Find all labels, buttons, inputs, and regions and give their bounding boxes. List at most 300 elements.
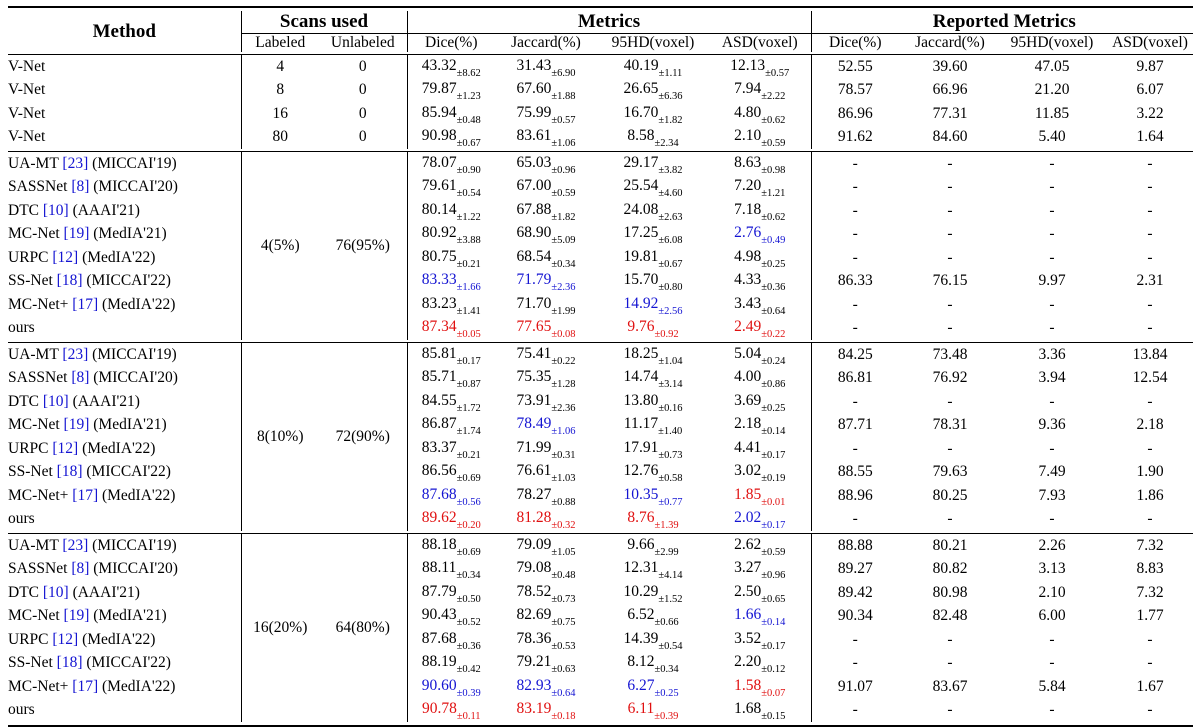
row-dice: $87.68_{\pm 0.36}$ <box>407 628 495 652</box>
row-reported-dice: - <box>811 176 899 200</box>
row-reported-95hd: 21.20 <box>1034 81 1070 99</box>
table-row <box>8 79 1193 103</box>
row-jaccard: $83.61_{\pm 1.06}$ <box>516 127 576 150</box>
row-asd: $8.63_{\pm 0.98}$ <box>734 153 786 176</box>
row-method: SASSNet [8] (MICCAI'20) <box>8 369 178 387</box>
row-reported-asd: - <box>1147 654 1153 672</box>
row-dice: $90.78_{\pm 0.11}$ <box>407 699 495 723</box>
row-method: URPC [12] (MedIA'22) <box>8 248 156 266</box>
row-method: ours <box>8 319 35 337</box>
row-95hd: $13.80_{\pm 0.16}$ <box>623 391 683 414</box>
row-95hd: $26.65_{\pm 6.36}$ <box>623 80 683 103</box>
row-labeled-count: 4 <box>241 55 319 79</box>
row-jaccard: $78.27_{\pm 0.88}$ <box>516 485 576 508</box>
row-unlabeled-count: 64(80%) <box>335 619 390 636</box>
row-jaccard: $81.28_{\pm 0.32}$ <box>516 509 576 532</box>
header-reported-asd: ASD(voxel) <box>1112 34 1188 51</box>
row-reported-asd: - <box>1147 392 1153 410</box>
row-asd: $4.98_{\pm 0.25}$ <box>734 247 786 270</box>
row-reported-asd: - <box>1147 201 1153 219</box>
table-row <box>8 675 1193 699</box>
row-reported-jaccard: 78.31 <box>932 416 968 434</box>
table-row <box>8 246 1193 270</box>
row-asd: $7.18_{\pm 0.62}$ <box>734 200 786 223</box>
row-95hd: $29.17_{\pm 3.82}$ <box>623 153 683 176</box>
row-jaccard: $79.09_{\pm 1.05}$ <box>516 535 576 558</box>
row-dice: $80.92_{\pm 3.88}$ <box>407 223 495 247</box>
row-95hd: $18.25_{\pm 1.04}$ <box>623 344 683 367</box>
row-asd: $7.20_{\pm 1.21}$ <box>734 177 786 200</box>
table-row <box>8 176 1193 200</box>
row-reported-95hd: - <box>1049 295 1055 313</box>
header-asd: ASD(voxel) <box>721 34 798 51</box>
row-reported-dice: - <box>811 699 899 723</box>
row-95hd: $6.11_{\pm 0.39}$ <box>627 700 679 723</box>
row-reported-asd: - <box>1147 295 1153 313</box>
row-reported-95hd: 5.40 <box>1038 128 1066 146</box>
table-row <box>8 55 1193 79</box>
row-dice: $90.98_{\pm 0.67}$ <box>407 126 495 150</box>
row-dice: $80.75_{\pm 0.21}$ <box>407 246 495 270</box>
header-reported-95hd: 95HD(voxel) <box>1010 34 1094 51</box>
row-reported-dice: 86.96 <box>811 102 899 126</box>
row-95hd: $14.74_{\pm 3.14}$ <box>623 368 683 391</box>
row-asd: $4.41_{\pm 0.17}$ <box>734 438 786 461</box>
citation-link[interactable]: [8] <box>71 178 90 196</box>
row-jaccard: $75.99_{\pm 0.57}$ <box>516 103 576 126</box>
row-unlabeled-count: 0 <box>358 104 367 122</box>
row-reported-asd: 2.31 <box>1136 272 1164 290</box>
row-dice: $78.07_{\pm 0.90}$ <box>407 152 495 176</box>
row-reported-asd: - <box>1147 319 1153 337</box>
row-reported-asd: - <box>1147 439 1153 457</box>
table-row <box>8 628 1193 652</box>
row-method: MC-Net [19] (MedIA'21) <box>8 607 167 625</box>
row-dice: $85.81_{\pm 0.17}$ <box>407 343 495 367</box>
row-jaccard: $75.41_{\pm 0.22}$ <box>516 344 576 367</box>
row-asd: $3.27_{\pm 0.96}$ <box>734 559 786 582</box>
row-reported-95hd: 7.93 <box>1038 486 1066 504</box>
row-reported-asd: 2.18 <box>1136 416 1164 434</box>
row-jaccard: $78.49_{\pm 1.06}$ <box>516 415 576 438</box>
row-method: V-Net <box>8 81 46 99</box>
row-reported-95hd: 3.94 <box>1038 369 1066 387</box>
table-row <box>8 152 1193 176</box>
citation-link[interactable]: [12] <box>52 439 79 457</box>
table-row <box>8 102 1193 126</box>
row-method: SS-Net [18] (MICCAI'22) <box>8 654 171 672</box>
row-95hd: $8.76_{\pm 1.39}$ <box>627 509 679 532</box>
row-method: V-Net <box>8 57 46 75</box>
row-reported-dice: 52.55 <box>811 55 899 79</box>
row-jaccard: $71.70_{\pm 1.99}$ <box>516 294 576 317</box>
row-asd: $1.85_{\pm 0.01}$ <box>734 485 786 508</box>
row-95hd: $14.92_{\pm 2.56}$ <box>623 294 683 317</box>
row-jaccard: $73.91_{\pm 2.36}$ <box>516 391 576 414</box>
table-row <box>8 223 1193 247</box>
citation-link[interactable]: [10] <box>42 583 69 601</box>
row-labeled-count: 16(20%) <box>241 534 319 723</box>
row-95hd: $12.76_{\pm 0.58}$ <box>623 462 683 485</box>
row-reported-jaccard: 80.25 <box>932 486 968 504</box>
row-reported-dice: 89.42 <box>811 581 899 605</box>
row-dice: $87.79_{\pm 0.50}$ <box>407 581 495 605</box>
row-method: ours <box>8 510 35 528</box>
row-asd: $1.58_{\pm 0.07}$ <box>734 676 786 699</box>
row-reported-95hd: - <box>1049 392 1055 410</box>
row-method: DTC [10] (AAAI'21) <box>8 201 140 219</box>
row-dice: $79.61_{\pm 0.54}$ <box>407 176 495 200</box>
citation-link[interactable]: [18] <box>56 272 83 290</box>
citation-link[interactable]: [23] <box>62 536 89 554</box>
row-reported-dice: - <box>811 652 899 676</box>
row-method: DTC [10] (AAAI'21) <box>8 392 140 410</box>
row-reported-dice: - <box>811 293 899 317</box>
table-row <box>8 317 1193 341</box>
row-95hd: $11.17_{\pm 1.40}$ <box>623 415 683 438</box>
row-method: MC-Net [19] (MedIA'21) <box>8 225 167 243</box>
row-jaccard: $79.08_{\pm 0.48}$ <box>516 559 576 582</box>
row-unlabeled-count: 0 <box>358 81 367 99</box>
header-95hd: 95HD(voxel) <box>611 34 695 51</box>
row-method: UA-MT [23] (MICCAI'19) <box>8 345 177 363</box>
row-asd: $4.00_{\pm 0.86}$ <box>734 368 786 391</box>
row-95hd: $8.58_{\pm 2.34}$ <box>627 127 679 150</box>
row-jaccard: $67.60_{\pm 1.88}$ <box>516 80 576 103</box>
row-method: MC-Net+ [17] (MedIA'22) <box>8 677 176 695</box>
row-unlabeled-count: 0 <box>358 57 367 75</box>
row-reported-dice: - <box>811 152 899 176</box>
row-reported-jaccard: - <box>947 248 953 266</box>
row-dice: $88.11_{\pm 0.34}$ <box>407 558 495 582</box>
row-95hd: $9.66_{\pm 2.99}$ <box>627 535 679 558</box>
row-reported-asd: 13.84 <box>1132 345 1168 363</box>
table-row <box>8 367 1193 391</box>
row-reported-95hd: - <box>1049 154 1055 172</box>
row-reported-dice: 78.57 <box>811 79 899 103</box>
table-row <box>8 508 1193 532</box>
row-unlabeled-count: 76(95%) <box>335 237 390 254</box>
row-reported-95hd: 3.36 <box>1038 345 1066 363</box>
row-reported-dice: - <box>811 199 899 223</box>
row-reported-asd: - <box>1147 630 1153 648</box>
row-reported-95hd: - <box>1049 225 1055 243</box>
table-row <box>8 126 1193 150</box>
row-jaccard: $82.93_{\pm 0.64}$ <box>516 676 576 699</box>
row-method: MC-Net+ [17] (MedIA'22) <box>8 295 176 313</box>
row-reported-dice: 89.27 <box>811 558 899 582</box>
row-reported-asd: 1.86 <box>1136 486 1164 504</box>
header-row-primary <box>8 11 1193 34</box>
row-dice: $86.87_{\pm 1.74}$ <box>407 414 495 438</box>
citation-link[interactable]: [10] <box>42 392 69 410</box>
row-jaccard: $71.79_{\pm 2.36}$ <box>516 271 576 294</box>
row-reported-asd: 7.32 <box>1136 536 1164 554</box>
row-reported-dice: 86.81 <box>811 367 899 391</box>
row-95hd: $9.76_{\pm 0.92}$ <box>627 318 679 341</box>
row-method: DTC [10] (AAAI'21) <box>8 583 140 601</box>
row-reported-95hd: - <box>1049 701 1055 719</box>
row-reported-asd: 1.77 <box>1136 607 1164 625</box>
row-asd: $5.04_{\pm 0.24}$ <box>734 344 786 367</box>
row-reported-95hd: 5.84 <box>1038 677 1066 695</box>
row-dice: $84.55_{\pm 1.72}$ <box>407 390 495 414</box>
row-reported-jaccard: - <box>947 439 953 457</box>
row-reported-dice: - <box>811 508 899 532</box>
header-reported-dice: Dice(%) <box>811 34 899 53</box>
row-asd: $2.18_{\pm 0.14}$ <box>734 415 786 438</box>
row-method: SASSNet [8] (MICCAI'20) <box>8 178 178 196</box>
row-reported-jaccard: - <box>947 654 953 672</box>
row-reported-dice: - <box>811 437 899 461</box>
row-asd: $3.43_{\pm 0.64}$ <box>734 294 786 317</box>
row-95hd: $40.19_{\pm 1.11}$ <box>623 56 683 79</box>
row-reported-95hd: - <box>1049 510 1055 528</box>
citation-link[interactable]: [17] <box>72 486 99 504</box>
row-reported-jaccard: 84.60 <box>932 128 968 146</box>
table-row <box>8 437 1193 461</box>
row-reported-dice: - <box>811 628 899 652</box>
row-reported-dice: - <box>811 317 899 341</box>
row-dice: $90.60_{\pm 0.39}$ <box>407 675 495 699</box>
table-row <box>8 414 1193 438</box>
row-reported-jaccard: - <box>947 392 953 410</box>
header-dice: Dice(%) <box>407 34 495 53</box>
row-dice: $89.62_{\pm 0.20}$ <box>407 508 495 532</box>
row-reported-asd: - <box>1147 701 1153 719</box>
row-reported-95hd: - <box>1049 630 1055 648</box>
row-reported-95hd: 2.10 <box>1038 583 1066 601</box>
table-row <box>8 699 1193 723</box>
row-reported-dice: - <box>811 390 899 414</box>
row-dice: $79.87_{\pm 1.23}$ <box>407 79 495 103</box>
row-reported-jaccard: 76.15 <box>932 272 968 290</box>
row-asd: $3.02_{\pm 0.19}$ <box>734 462 786 485</box>
row-reported-jaccard: - <box>947 201 953 219</box>
citation-link[interactable]: [18] <box>56 654 83 672</box>
row-method: MC-Net [19] (MedIA'21) <box>8 416 167 434</box>
row-dice: $87.68_{\pm 0.56}$ <box>407 484 495 508</box>
row-95hd: $16.70_{\pm 1.82}$ <box>623 103 683 126</box>
header-unlabeled: Unlabeled <box>330 34 395 51</box>
citation-link[interactable]: [23] <box>62 154 89 172</box>
row-method: V-Net <box>8 128 46 146</box>
row-jaccard: $82.69_{\pm 0.75}$ <box>516 606 576 629</box>
table-row <box>8 199 1193 223</box>
table-row <box>8 581 1193 605</box>
row-reported-dice: 90.34 <box>811 605 899 629</box>
row-95hd: $14.39_{\pm 0.54}$ <box>623 629 683 652</box>
row-jaccard: $78.36_{\pm 0.53}$ <box>516 629 576 652</box>
row-method: SS-Net [18] (MICCAI'22) <box>8 272 171 290</box>
row-reported-dice: 84.25 <box>811 343 899 367</box>
row-reported-asd: 6.07 <box>1136 81 1164 99</box>
row-labeled-count: 80 <box>241 126 319 150</box>
row-reported-dice: 91.62 <box>811 126 899 150</box>
row-dice: $85.94_{\pm 0.48}$ <box>407 102 495 126</box>
citation-link[interactable]: [18] <box>56 463 83 481</box>
row-reported-95hd: 9.36 <box>1038 416 1066 434</box>
row-reported-jaccard: 39.60 <box>932 57 968 75</box>
header-labeled: Labeled <box>241 34 319 53</box>
row-method: V-Net <box>8 104 46 122</box>
row-reported-jaccard: - <box>947 295 953 313</box>
row-reported-jaccard: 76.92 <box>932 369 968 387</box>
row-reported-asd: - <box>1147 154 1153 172</box>
row-reported-asd: 12.54 <box>1132 369 1168 387</box>
row-reported-asd: - <box>1147 178 1153 196</box>
row-reported-jaccard: - <box>947 154 953 172</box>
row-method: SS-Net [18] (MICCAI'22) <box>8 463 171 481</box>
row-reported-jaccard: 80.82 <box>932 560 968 578</box>
citation-link[interactable]: [17] <box>72 677 99 695</box>
citation-link[interactable]: [12] <box>52 248 79 266</box>
row-95hd: $19.81_{\pm 0.67}$ <box>623 247 683 270</box>
table-row <box>8 343 1193 367</box>
header-jaccard: Jaccard(%) <box>511 34 581 51</box>
row-reported-jaccard: 80.21 <box>932 536 968 554</box>
row-reported-jaccard: 80.98 <box>932 583 968 601</box>
row-reported-95hd: 3.13 <box>1038 560 1066 578</box>
row-asd: $3.69_{\pm 0.25}$ <box>734 391 786 414</box>
header-metrics: Metrics <box>407 11 811 34</box>
row-dice: $83.37_{\pm 0.21}$ <box>407 437 495 461</box>
row-reported-jaccard: - <box>947 510 953 528</box>
citation-link[interactable]: [10] <box>42 201 69 219</box>
row-asd: $2.76_{\pm 0.49}$ <box>734 224 786 247</box>
row-asd: $3.52_{\pm 0.17}$ <box>734 629 786 652</box>
row-dice: $80.14_{\pm 1.22}$ <box>407 199 495 223</box>
row-reported-95hd: 7.49 <box>1038 463 1066 481</box>
row-asd: $2.02_{\pm 0.17}$ <box>734 509 786 532</box>
row-jaccard: $31.43_{\pm 6.90}$ <box>516 56 576 79</box>
row-dice: $87.34_{\pm 0.05}$ <box>407 317 495 341</box>
citation-link[interactable]: [19] <box>63 416 90 434</box>
row-asd: $12.13_{\pm 0.57}$ <box>730 56 790 79</box>
row-jaccard: $79.21_{\pm 0.63}$ <box>516 653 576 676</box>
row-method: URPC [12] (MedIA'22) <box>8 439 156 457</box>
row-95hd: $8.12_{\pm 0.34}$ <box>627 653 679 676</box>
row-reported-jaccard: - <box>947 225 953 243</box>
row-dice: $88.18_{\pm 0.69}$ <box>407 534 495 558</box>
row-95hd: $17.91_{\pm 0.73}$ <box>623 438 683 461</box>
row-method: ours <box>8 701 35 719</box>
row-method: UA-MT [23] (MICCAI'19) <box>8 154 177 172</box>
row-reported-95hd: 9.97 <box>1038 272 1066 290</box>
citation-link[interactable]: [23] <box>62 345 89 363</box>
header-method: Method <box>92 20 156 42</box>
row-reported-jaccard: 66.96 <box>932 81 968 99</box>
row-reported-asd: 1.67 <box>1136 677 1164 695</box>
row-asd: $2.62_{\pm 0.59}$ <box>734 535 786 558</box>
row-jaccard: $67.00_{\pm 0.59}$ <box>516 177 576 200</box>
row-dice: $90.43_{\pm 0.52}$ <box>407 605 495 629</box>
row-95hd: $6.27_{\pm 0.25}$ <box>627 676 679 699</box>
row-asd: $2.20_{\pm 0.12}$ <box>734 653 786 676</box>
row-dice: $43.32_{\pm 8.62}$ <box>407 55 495 79</box>
results-table <box>8 6 1193 727</box>
row-method: SASSNet [8] (MICCAI'20) <box>8 560 178 578</box>
row-95hd: $6.52_{\pm 0.66}$ <box>627 606 679 629</box>
citation-link[interactable]: [12] <box>52 630 79 648</box>
row-reported-95hd: - <box>1049 248 1055 266</box>
row-asd: $2.50_{\pm 0.65}$ <box>734 582 786 605</box>
row-reported-95hd: - <box>1049 178 1055 196</box>
row-method: UA-MT [23] (MICCAI'19) <box>8 536 177 554</box>
table-row <box>8 605 1193 629</box>
row-95hd: $25.54_{\pm 4.60}$ <box>623 177 683 200</box>
row-dice: $83.23_{\pm 1.41}$ <box>407 293 495 317</box>
row-reported-asd: 8.83 <box>1136 560 1164 578</box>
row-jaccard: $68.54_{\pm 0.34}$ <box>516 247 576 270</box>
row-95hd: $10.29_{\pm 1.52}$ <box>623 582 683 605</box>
citation-link[interactable]: [19] <box>63 225 90 243</box>
row-asd: $1.68_{\pm 0.15}$ <box>734 700 786 723</box>
row-dice: $83.33_{\pm 1.66}$ <box>407 270 495 294</box>
row-reported-jaccard: - <box>947 178 953 196</box>
citation-link[interactable]: [8] <box>71 369 90 387</box>
citation-link[interactable]: [17] <box>72 295 99 313</box>
row-asd: $7.94_{\pm 2.22}$ <box>734 80 786 103</box>
row-asd: $1.66_{\pm 0.14}$ <box>734 606 786 629</box>
row-jaccard: $67.88_{\pm 1.82}$ <box>516 200 576 223</box>
row-reported-dice: 88.55 <box>811 461 899 485</box>
row-95hd: $10.35_{\pm 0.77}$ <box>623 485 683 508</box>
row-95hd: $24.08_{\pm 2.63}$ <box>623 200 683 223</box>
row-reported-asd: 1.64 <box>1136 128 1164 146</box>
row-reported-jaccard: 82.48 <box>932 607 968 625</box>
row-reported-asd: 3.22 <box>1136 104 1164 122</box>
row-labeled-count: 8(10%) <box>241 343 319 532</box>
row-reported-jaccard: - <box>947 630 953 648</box>
table-row <box>8 652 1193 676</box>
table-bottom-rule <box>8 722 1193 726</box>
row-reported-dice: 88.88 <box>811 534 899 558</box>
table-row <box>8 390 1193 414</box>
table-row <box>8 270 1193 294</box>
table-row <box>8 484 1193 508</box>
citation-link[interactable]: [8] <box>71 560 90 578</box>
row-reported-dice: 88.96 <box>811 484 899 508</box>
row-labeled-count: 16 <box>241 102 319 126</box>
row-asd: $2.49_{\pm 0.22}$ <box>734 318 786 341</box>
row-method: MC-Net+ [17] (MedIA'22) <box>8 486 176 504</box>
table-row <box>8 461 1193 485</box>
row-reported-jaccard: - <box>947 701 953 719</box>
row-95hd: $12.31_{\pm 4.14}$ <box>623 559 683 582</box>
row-jaccard: $68.90_{\pm 5.09}$ <box>516 224 576 247</box>
table-row <box>8 558 1193 582</box>
header-reported-jaccard: Jaccard(%) <box>915 34 985 51</box>
row-reported-jaccard: 77.31 <box>932 104 968 122</box>
row-reported-dice: 86.33 <box>811 270 899 294</box>
row-jaccard: $76.61_{\pm 1.03}$ <box>516 462 576 485</box>
row-reported-95hd: - <box>1049 654 1055 672</box>
results-table-body <box>8 7 1193 726</box>
row-reported-jaccard: - <box>947 319 953 337</box>
row-reported-dice: 91.07 <box>811 675 899 699</box>
row-reported-dice: 87.71 <box>811 414 899 438</box>
row-jaccard: $71.99_{\pm 0.31}$ <box>516 438 576 461</box>
row-method: URPC [12] (MedIA'22) <box>8 630 156 648</box>
row-unlabeled-count: 72(90%) <box>335 428 390 445</box>
row-labeled-count: 4(5%) <box>241 152 319 341</box>
citation-link[interactable]: [19] <box>63 607 90 625</box>
row-dice: $86.56_{\pm 0.69}$ <box>407 461 495 485</box>
header-reported-metrics: Reported Metrics <box>811 11 1193 34</box>
row-asd: $2.10_{\pm 0.59}$ <box>734 127 786 150</box>
header-scans-used: Scans used <box>241 11 407 34</box>
